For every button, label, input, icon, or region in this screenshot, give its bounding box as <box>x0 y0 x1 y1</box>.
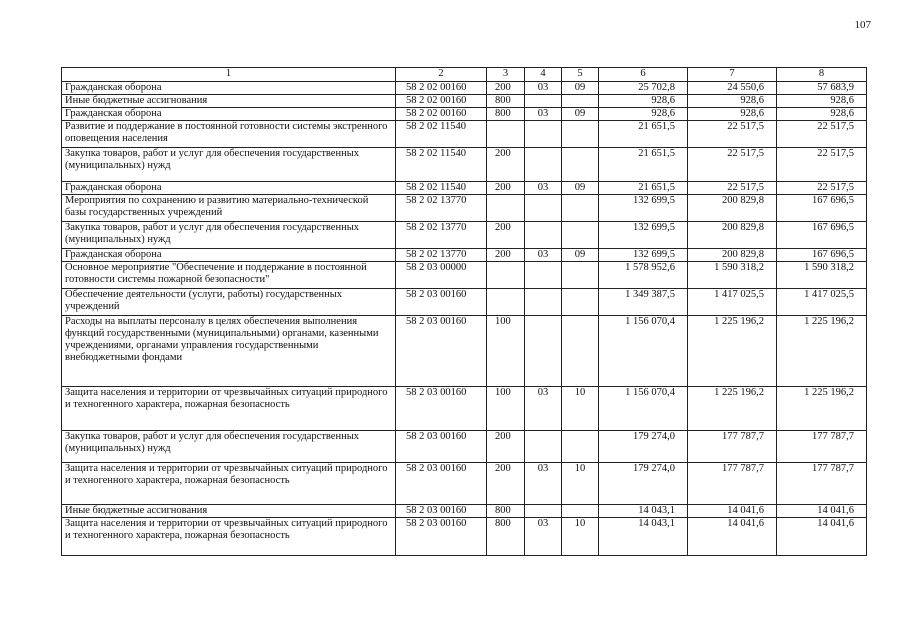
row-value-col8: 177 787,7 <box>777 431 867 463</box>
table-row <box>62 108 867 121</box>
row-value-col8: 14 041,6 <box>777 518 867 556</box>
row-value-col7: 928,6 <box>688 108 777 121</box>
row-expense-type <box>487 262 525 289</box>
row-expense-type: 200 <box>487 431 525 463</box>
column-header: 6 <box>599 68 688 82</box>
row-value-col7: 22 517,5 <box>688 121 777 148</box>
column-header: 4 <box>525 68 562 82</box>
row-code: 58 2 03 00160 <box>396 505 487 518</box>
table-row <box>62 431 867 463</box>
row-section <box>525 222 562 249</box>
row-expense-type: 800 <box>487 518 525 556</box>
row-name: Защита населения и территории от чрезвычайных ситуаций природного и техногенного характера, пожарная безопасность <box>62 518 396 556</box>
row-value-col7: 22 517,5 <box>688 148 777 182</box>
row-expense-type: 100 <box>487 316 525 387</box>
row-code: 58 2 03 00160 <box>396 518 487 556</box>
row-expense-type: 200 <box>487 222 525 249</box>
row-subsection <box>562 195 599 222</box>
page-number: 107 <box>854 19 871 31</box>
row-value-col6: 132 699,5 <box>599 195 688 222</box>
row-value-col7: 928,6 <box>688 95 777 108</box>
row-subsection: 10 <box>562 463 599 505</box>
row-value-col7: 1 590 318,2 <box>688 262 777 289</box>
row-name: Гражданская оборона <box>62 249 396 262</box>
column-header: 7 <box>688 68 777 82</box>
row-value-col8: 928,6 <box>777 95 867 108</box>
row-name: Основное мероприятие "Обеспечение и поддержание в постоянной готовности системы пожарной безопасности" <box>62 262 396 289</box>
table-row <box>62 505 867 518</box>
row-section <box>525 195 562 222</box>
budget-table <box>61 67 867 556</box>
row-code: 58 2 02 13770 <box>396 249 487 262</box>
table-row <box>62 182 867 195</box>
row-expense-type <box>487 195 525 222</box>
row-expense-type <box>487 289 525 316</box>
row-subsection <box>562 222 599 249</box>
row-section <box>525 289 562 316</box>
row-value-col6: 25 702,8 <box>599 82 688 95</box>
row-expense-type <box>487 121 525 148</box>
table-row <box>62 518 867 556</box>
row-value-col8: 1 225 196,2 <box>777 316 867 387</box>
row-value-col6: 928,6 <box>599 95 688 108</box>
row-code: 58 2 02 13770 <box>396 222 487 249</box>
row-subsection <box>562 262 599 289</box>
row-subsection: 09 <box>562 182 599 195</box>
row-name: Развитие и поддержание в постоянной готовности системы экстренного оповещения населения <box>62 121 396 148</box>
row-name: Гражданская оборона <box>62 82 396 95</box>
row-subsection <box>562 431 599 463</box>
row-value-col6: 1 156 070,4 <box>599 387 688 431</box>
row-code: 58 2 03 00160 <box>396 387 487 431</box>
row-section: 03 <box>525 463 562 505</box>
row-expense-type: 200 <box>487 182 525 195</box>
table-row <box>62 121 867 148</box>
row-subsection: 09 <box>562 82 599 95</box>
row-subsection <box>562 505 599 518</box>
row-value-col8: 167 696,5 <box>777 249 867 262</box>
row-value-col8: 167 696,5 <box>777 195 867 222</box>
row-name: Защита населения и территории от чрезвычайных ситуаций природного и техногенного характера, пожарная безопасность <box>62 387 396 431</box>
row-section <box>525 316 562 387</box>
row-value-col8: 14 041,6 <box>777 505 867 518</box>
row-value-col8: 928,6 <box>777 108 867 121</box>
row-expense-type: 100 <box>487 387 525 431</box>
row-section <box>525 431 562 463</box>
row-subsection <box>562 95 599 108</box>
row-name: Иные бюджетные ассигнования <box>62 95 396 108</box>
row-value-col8: 22 517,5 <box>777 148 867 182</box>
table-row <box>62 289 867 316</box>
row-value-col8: 167 696,5 <box>777 222 867 249</box>
row-value-col7: 1 417 025,5 <box>688 289 777 316</box>
row-name: Обеспечение деятельности (услуги, работы) государственных учреждений <box>62 289 396 316</box>
row-section <box>525 148 562 182</box>
table-row <box>62 249 867 262</box>
table-row <box>62 222 867 249</box>
row-value-col6: 21 651,5 <box>599 121 688 148</box>
row-value-col6: 179 274,0 <box>599 463 688 505</box>
row-value-col6: 14 043,1 <box>599 505 688 518</box>
row-expense-type: 800 <box>487 108 525 121</box>
row-name: Иные бюджетные ассигнования <box>62 505 396 518</box>
row-section: 03 <box>525 82 562 95</box>
row-section: 03 <box>525 518 562 556</box>
row-subsection <box>562 148 599 182</box>
row-value-col7: 200 829,8 <box>688 195 777 222</box>
table-row <box>62 262 867 289</box>
row-code: 58 2 03 00160 <box>396 289 487 316</box>
row-value-col6: 928,6 <box>599 108 688 121</box>
row-name: Закупка товаров, работ и услуг для обеспечения государственных (муниципальных) нужд <box>62 431 396 463</box>
row-section <box>525 505 562 518</box>
row-subsection <box>562 121 599 148</box>
row-code: 58 2 02 00160 <box>396 108 487 121</box>
column-header: 1 <box>62 68 396 82</box>
row-code: 58 2 03 00160 <box>396 431 487 463</box>
table-row <box>62 316 867 387</box>
row-value-col6: 179 274,0 <box>599 431 688 463</box>
row-value-col6: 21 651,5 <box>599 182 688 195</box>
row-subsection: 09 <box>562 108 599 121</box>
table-row <box>62 82 867 95</box>
row-value-col6: 1 578 952,6 <box>599 262 688 289</box>
row-value-col8: 1 590 318,2 <box>777 262 867 289</box>
table-row <box>62 195 867 222</box>
row-expense-type: 200 <box>487 463 525 505</box>
row-value-col6: 21 651,5 <box>599 148 688 182</box>
row-code: 58 2 02 11540 <box>396 121 487 148</box>
row-code: 58 2 02 11540 <box>396 182 487 195</box>
row-subsection <box>562 316 599 387</box>
row-code: 58 2 03 00000 <box>396 262 487 289</box>
row-section: 03 <box>525 387 562 431</box>
row-value-col7: 177 787,7 <box>688 463 777 505</box>
row-subsection <box>562 289 599 316</box>
row-value-col6: 1 156 070,4 <box>599 316 688 387</box>
row-subsection: 09 <box>562 249 599 262</box>
row-value-col7: 22 517,5 <box>688 182 777 195</box>
row-code: 58 2 03 00160 <box>396 316 487 387</box>
column-header: 5 <box>562 68 599 82</box>
row-section: 03 <box>525 182 562 195</box>
row-value-col8: 1 417 025,5 <box>777 289 867 316</box>
table-row <box>62 463 867 505</box>
row-value-col6: 14 043,1 <box>599 518 688 556</box>
row-expense-type: 800 <box>487 95 525 108</box>
row-name: Гражданская оборона <box>62 182 396 195</box>
row-expense-type: 800 <box>487 505 525 518</box>
row-name: Мероприятия по сохранению и развитию материально-технической базы государственных учреждений <box>62 195 396 222</box>
row-value-col8: 22 517,5 <box>777 182 867 195</box>
row-section <box>525 121 562 148</box>
row-name: Закупка товаров, работ и услуг для обеспечения государственных (муниципальных) нужд <box>62 148 396 182</box>
row-code: 58 2 02 13770 <box>396 195 487 222</box>
row-value-col7: 14 041,6 <box>688 518 777 556</box>
column-header: 8 <box>777 68 867 82</box>
table-row <box>62 148 867 182</box>
row-value-col8: 22 517,5 <box>777 121 867 148</box>
column-header: 3 <box>487 68 525 82</box>
row-subsection: 10 <box>562 387 599 431</box>
row-expense-type: 200 <box>487 82 525 95</box>
row-code: 58 2 02 00160 <box>396 95 487 108</box>
row-section: 03 <box>525 249 562 262</box>
row-name: Расходы на выплаты персоналу в целях обеспечения выполнения функций государственными (муниципальными) органами, казенными учреждениями, органами управления государственными внебюджетными фондами <box>62 316 396 387</box>
row-value-col7: 14 041,6 <box>688 505 777 518</box>
row-section: 03 <box>525 108 562 121</box>
row-section <box>525 262 562 289</box>
row-value-col8: 57 683,9 <box>777 82 867 95</box>
row-name: Гражданская оборона <box>62 108 396 121</box>
row-value-col7: 177 787,7 <box>688 431 777 463</box>
row-expense-type: 200 <box>487 249 525 262</box>
row-value-col7: 1 225 196,2 <box>688 316 777 387</box>
row-value-col7: 200 829,8 <box>688 222 777 249</box>
table-body <box>62 82 867 556</box>
row-value-col7: 24 550,6 <box>688 82 777 95</box>
column-header: 2 <box>396 68 487 82</box>
row-code: 58 2 02 11540 <box>396 148 487 182</box>
row-section <box>525 95 562 108</box>
table-row <box>62 387 867 431</box>
table-header-row <box>62 68 867 82</box>
row-value-col6: 132 699,5 <box>599 249 688 262</box>
row-value-col8: 1 225 196,2 <box>777 387 867 431</box>
row-value-col6: 132 699,5 <box>599 222 688 249</box>
row-expense-type: 200 <box>487 148 525 182</box>
row-code: 58 2 02 00160 <box>396 82 487 95</box>
row-value-col8: 177 787,7 <box>777 463 867 505</box>
row-code: 58 2 03 00160 <box>396 463 487 505</box>
row-value-col7: 1 225 196,2 <box>688 387 777 431</box>
row-name: Закупка товаров, работ и услуг для обеспечения государственных (муниципальных) нужд <box>62 222 396 249</box>
row-value-col6: 1 349 387,5 <box>599 289 688 316</box>
row-name: Защита населения и территории от чрезвычайных ситуаций природного и техногенного характера, пожарная безопасность <box>62 463 396 505</box>
table-row <box>62 95 867 108</box>
row-subsection: 10 <box>562 518 599 556</box>
row-value-col7: 200 829,8 <box>688 249 777 262</box>
